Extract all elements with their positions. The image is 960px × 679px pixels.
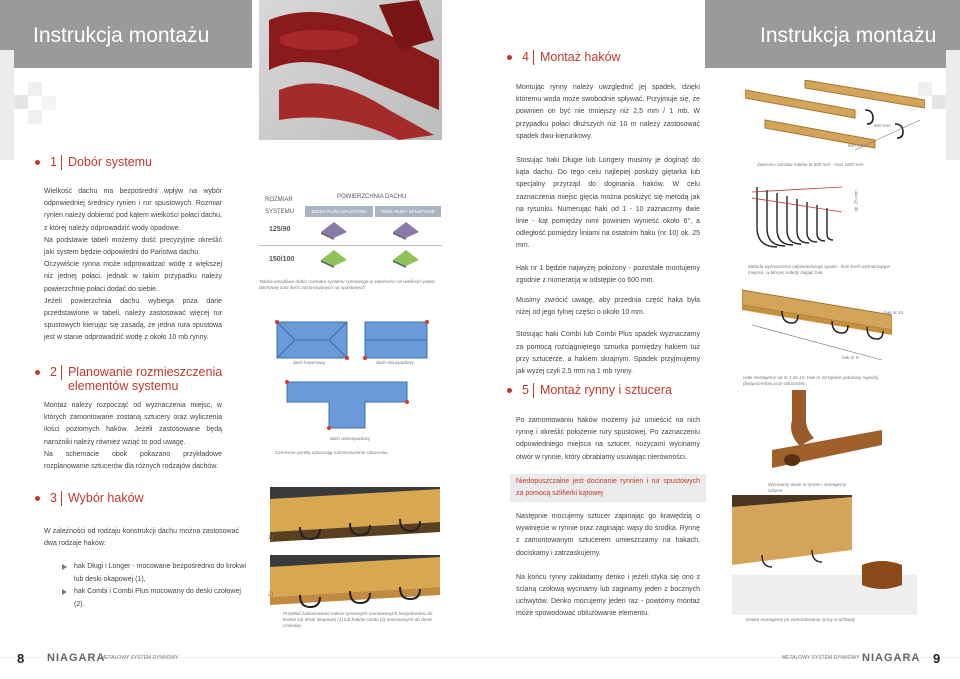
rafters-illustration xyxy=(745,80,925,160)
right-page-number: 9 xyxy=(933,651,941,666)
paragraph: Jeżeli powierzchnia dachu wybiega poza dane przedstawione w tabeli, należy zastosować więcej rur spustowych kierując się zasadą, że jedna rura spustowa jest w stanie odprowadzić wodę z około 10 mb rynny. xyxy=(44,297,222,342)
table-row: 125/90 xyxy=(269,226,291,233)
house-icon xyxy=(391,220,421,240)
rafter-dimension: 600 mm xyxy=(874,123,891,128)
bullet-dot-icon xyxy=(35,160,40,165)
decor-square xyxy=(0,50,14,160)
mounted-hooks-caption: Haki montujemy od nr 1 do 10. Hak nr 10 będzie położony najniżej (bezpośrednio przy sztucerze). xyxy=(743,375,879,386)
section3-heading xyxy=(35,491,144,506)
mounted-hooks-illustration xyxy=(742,285,892,370)
end-cap-illustration xyxy=(732,495,917,615)
section-title: Wybór haków xyxy=(67,491,144,505)
decor-square xyxy=(42,96,56,110)
dimension-label: ok. 25 mm xyxy=(853,190,859,212)
decor-square xyxy=(932,95,946,109)
decor-square xyxy=(28,82,42,96)
section4-text xyxy=(516,82,700,378)
section3-text xyxy=(44,526,239,550)
decor-square xyxy=(946,50,960,160)
section-number: 5 xyxy=(522,383,534,398)
figure-label: 2) xyxy=(268,592,274,598)
roof-plan-diagram xyxy=(265,316,445,431)
outlet-caption: Wycinamy otwór w rynnie i montujemy sztucer xyxy=(768,482,847,493)
decor-square xyxy=(28,110,42,124)
section-title: Montaż haków xyxy=(539,50,621,64)
end-cap-caption: Denko montujemy po zamontowaniu rynny w uchwyty xyxy=(746,617,856,622)
bullet-dot-icon xyxy=(507,388,512,393)
diagram-label: dach kopertowy xyxy=(293,360,326,365)
paragraph: Na schemacie obok pokazano przykładowe rozplanowanie sztucerów dla różnych rodzajów dachów. xyxy=(44,450,222,471)
section5-text xyxy=(516,415,700,464)
table-sub-one: JEDNA RURA SPUSTOWA xyxy=(305,206,373,217)
list-item: hak Długi i Longer - mocowane bezpośrednio do krokwi lub deski okapowej (1), xyxy=(60,561,250,586)
table-sub-two: DWIE RURY SPUSTOWE xyxy=(375,206,441,217)
section-number: 3 xyxy=(50,491,62,506)
paragraph: Na końcu rynny zakładamy denko i jeżeli styka się ono z ścianą czołową wycinamy lub zaginamy jeden z bocznych uchwytów. Denko mocujemy jeden raz - powtórny montaż może spowodować obluzowanie elementu. xyxy=(516,573,700,618)
paragraph: Na podstawie tabeli możemy dość precyzyjnie określić jaki system będzie odpowiedni do Państwa dachu. xyxy=(44,236,222,257)
paragraph: Montując rynny należy uwzględnić jej spadek, dzięki któremu woda może swobodnie spływać. Przyjmuje się, że powinien on być nie mniejszy niż 2,5 mm / 1 mb. W przypadku połaci dłuższych niż 10 m należy zastosować spadek dwu-kierunkowy. xyxy=(516,84,700,140)
bullet-dot-icon xyxy=(507,55,512,60)
section1-text xyxy=(44,186,222,345)
rafters-caption: Zalecany rozstaw haków to 600 mm - max 1000 mm xyxy=(757,162,864,167)
hook-types-list xyxy=(60,561,250,611)
left-brand-tagline: METALOWY SYSTEM RYNNOWY xyxy=(101,655,179,661)
right-brand-tagline: METALOWY SYSTEM RYNNOWY xyxy=(782,655,860,661)
hooks-figure-caption: Przykład zastosowania haków rynnowych montowanych bezpośrednio do krokwi lub deski okapowej (1) lub haków combi (2) mocowanych do deski czołowej. xyxy=(283,611,433,628)
section-number: 1 xyxy=(50,155,62,170)
table-row: 150/100 xyxy=(269,256,295,263)
bullet-dot-icon xyxy=(35,370,40,375)
right-header-title: Instrukcja montażu xyxy=(760,24,937,47)
section-number: 4 xyxy=(522,50,534,65)
table-caption: Tabela umożliwia dobór rozmiaru systemu rynnowego w zależności od wielkości połaci dachowej oraz ilości zastosowanych rur spustowych. xyxy=(259,279,436,290)
left-page-number: 8 xyxy=(17,651,25,666)
bent-hooks-illustration xyxy=(752,182,862,262)
section2-text xyxy=(44,400,222,473)
section5-heading xyxy=(507,383,672,398)
hooks-figure-1 xyxy=(270,487,440,547)
rafter-dimension: 600 mm xyxy=(848,143,865,148)
left-header-title: Instrukcja montażu xyxy=(33,24,210,47)
diagram-label: dach wielospadowy xyxy=(330,436,370,441)
title-line: Planowanie rozmieszczenia xyxy=(67,365,223,379)
left-brand-logo: NIAGARA xyxy=(47,652,106,664)
section5-text-2 xyxy=(516,511,700,621)
section-title: Montaż rynny i sztucera xyxy=(539,383,672,397)
figure-label: 1) xyxy=(268,535,274,541)
decor-square xyxy=(14,95,28,109)
title-line: elementów systemu xyxy=(67,379,179,393)
section-title xyxy=(68,365,222,393)
table-col-area: POWIERZCHNIA DACHU xyxy=(337,194,407,200)
house-icon xyxy=(319,248,349,268)
hook-label: hak nr 9 xyxy=(842,355,859,360)
paragraph: Stosując haki Długie lub Longery musimy je doginąć do kąta dachu. Do tego celu najlepiej posłuży giętarka lub specjalny przyrząd do doginania haków. W celu zaznaczenia miejsc gięcia można posłużyć się metodą jak na rysunku. Numerując haki od 1 - 10 zaznaczmy dwie linie - kąt pomiędzy nimi powinien wynieść około 6°, a odległość pomiędzy liniami na ostatnim haku (nr 10) ok. 25 mm. xyxy=(516,157,700,250)
diagram-label: dach dwuspadowy xyxy=(376,360,414,365)
house-icon xyxy=(319,220,349,240)
paragraph: Hak nr 1 będzie najwyżej położony - pozostałe montujemy zgodnie z numeracją w odstępie co 600 mm. xyxy=(516,264,700,284)
outlet-illustration xyxy=(772,390,882,480)
paragraph: W zależności od rodzaju konstrukcji dachu można zastosować dwa rodzaje haków: xyxy=(44,528,239,548)
hook-label: hak nr 10 xyxy=(884,310,904,315)
section-number: 2 xyxy=(50,365,62,380)
paragraph: Oczywiście rynna może odprowadzać wodę z większej niż jednej połaci, jednak w takim przypadku należy powierzchnię połaci dodać do siebie. xyxy=(44,261,222,293)
section1-heading xyxy=(35,155,152,170)
bent-hooks-caption: Metoda wyznaczenia odpowiedniego spadu - linie kreśl wyznaczające miejsce, w którym należy zagiąć hak. xyxy=(748,264,890,275)
bullet-dot-icon xyxy=(35,496,40,501)
paragraph: Następnie mocujemy sztucer zapinając go krawędzią o wywinięcie w rynnie oraz zaginając wąsy do środka. Rynnę z zamontowanym sztucerem umieszczamy na hakach, dociskamy i zatrzaskujemy. xyxy=(516,513,700,557)
section-title: Dobór systemu xyxy=(67,155,153,169)
house-icon xyxy=(391,248,421,268)
paragraph: Stosując haki Combi lub Combi Plus spadek wyznaczamy za pomocą rozciągniętego sznurka pomiędzy hakiem tuż przy sztucerze, a hakiem skrajnym. Spadek przyjmujemy jak wyżej czyli 2,5 mm na 1 mb rynny. xyxy=(516,331,700,376)
hooks-figure-2 xyxy=(270,555,440,610)
list-item: hak Combi i Combi Plus mocowany do deski czołowej (2). xyxy=(60,586,250,611)
gutter-illustration xyxy=(259,0,442,140)
table-col-size: ROZMIAR SYSTEMU xyxy=(265,197,295,215)
table-divider xyxy=(259,245,442,246)
warning-box: Niedopuszczalne jest docinanie rynnien i rur spustowych za pomocą szlifierki kątowej xyxy=(510,474,706,502)
section2-heading xyxy=(35,365,222,393)
section4-heading xyxy=(507,50,621,65)
diagram-caption: Czerwone punkty oznaczają rozmieszczenie sztucerów. xyxy=(275,450,389,455)
paragraph: Montaż należy rozpocząć od wyznaczenia miejsc, w których zamontowane zostaną sztucery oraz wyliczenia ilości poziomych haków. Jeżeli zastosowane będą narożniki należy również wziąć to pod uwagę. xyxy=(44,402,222,446)
paragraph: Po zamontowaniu haków możemy już umieścić na nich rynnę i określić położenie rury spustowej. Po zaznaczeniu odpowiedniego miejsca na sztucer, nożycami wycinamy otwór w rynnie, który obrabiamy usuwając nierówności. xyxy=(516,417,700,461)
paragraph: Musimy zwrócić uwagę, aby przednia część haka była niżej od jego tylnej części o około 10 mm. xyxy=(516,297,700,317)
right-brand-logo: NIAGARA xyxy=(862,652,921,664)
paragraph: Wielkość dachu ma bezpośredni wpływ na wybór odpowiedniej średnicy rynien i rur spustowych. Rozmiar rynien należy dobierać pod kątem wielkości połaci dachu, z której należy odprowadzić wody opadowe. xyxy=(44,188,222,232)
gutter-photo xyxy=(259,0,442,140)
